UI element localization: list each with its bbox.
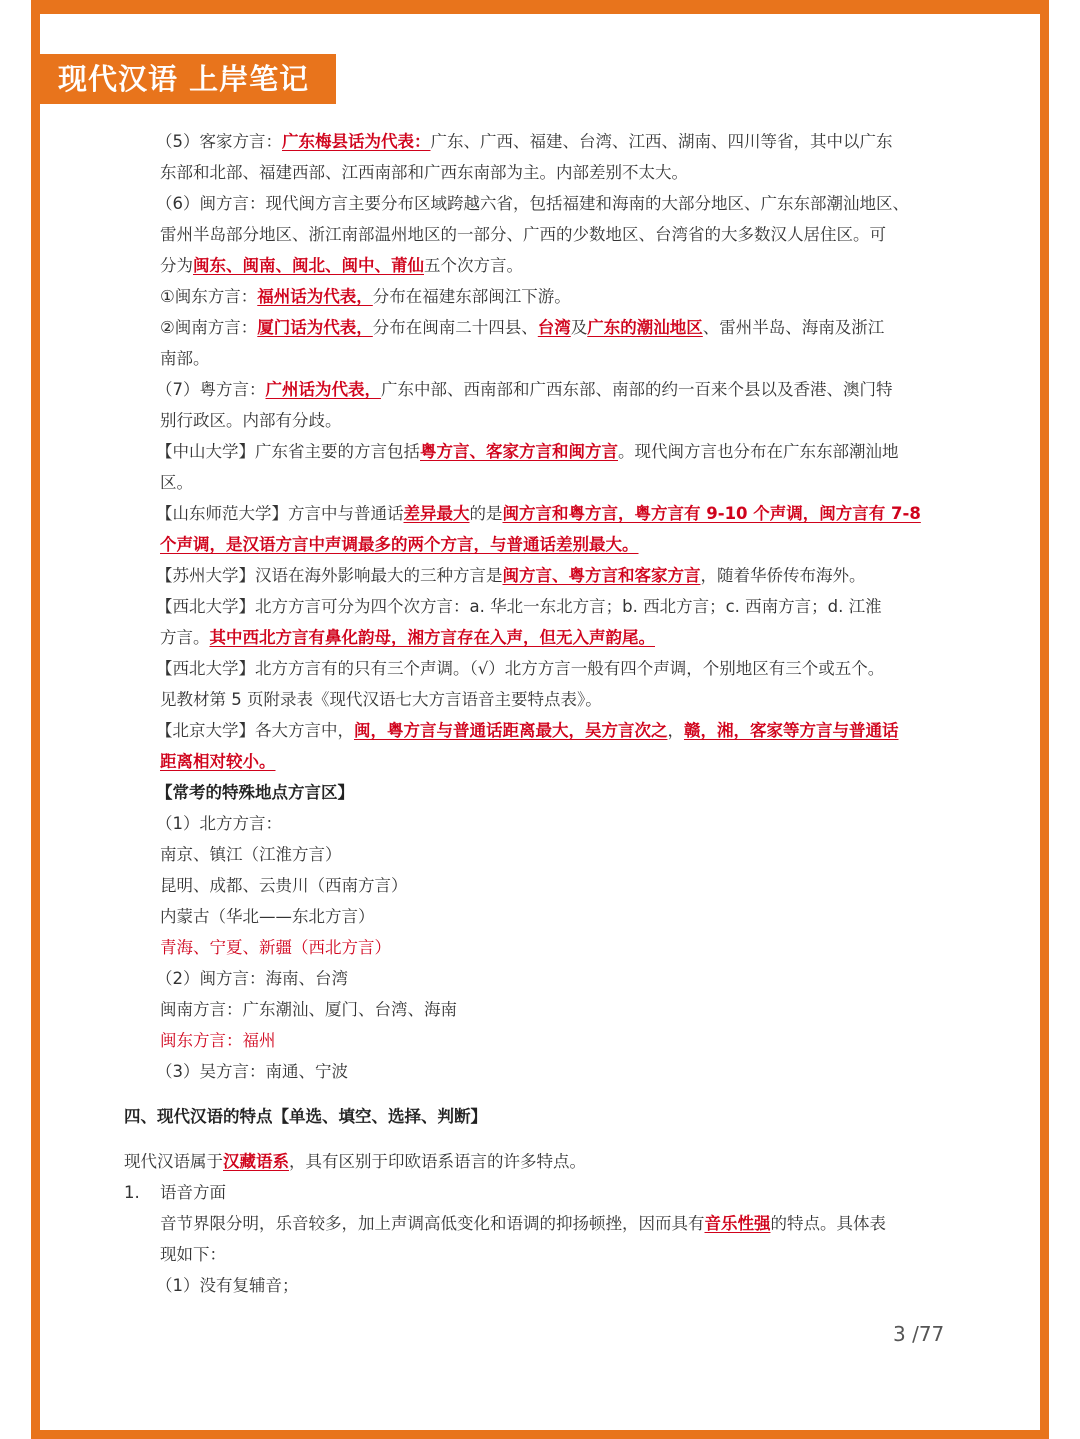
frame-bottom-border [31,1430,1049,1439]
text-line: 【西北大学】北方方言有的只有三个声调。（√）北方方言一般有四个声调，个别地区有三个或五个。 [156,659,885,678]
highlight-text: 音乐性强 [704,1214,771,1233]
text-span: 。现代闽方言也分布在广东东部潮汕地 [618,442,899,461]
frame-left-border [31,0,40,1439]
red-text-line: 闽东方言：福州 [160,1031,276,1050]
text-span: 的是 [469,504,503,523]
text-line: 东部和北部、福建西部、江西南部和广西东南部为主。内部差别不太大。 [160,163,688,182]
text-span: 语音方面 [160,1183,226,1202]
text-line: 【西北大学】北方方言可分为四个次方言：a. 华北一东北方言；b. 西北方言；c. 西南方言；d. 江淮 [156,597,882,616]
page-title: 现代汉语 上岸笔记 [40,54,336,104]
text-span: 【中山大学】广东省主要的方言包括 [156,442,420,461]
item-number: 1. [124,1183,140,1202]
text-line [124,374,964,405]
frame-top-border [31,0,1049,14]
text-line: 见教材第 5 页附录表《现代汉语七大方言语音主要特点表》。 [160,690,602,709]
text-line [124,126,964,157]
text-line: （6）闽方言：现代闽方言主要分布区域跨越六省，包括福建和海南的大部分地区、广东东部潮汕地区、 [156,194,909,213]
text-line: 南部。 [160,349,210,368]
text-span: 方言。 [160,628,210,647]
highlight-line: 个声调，是汉语方言中声调最多的两个方言，与普通话差别最大。 [160,535,639,554]
frame-right-border [1040,0,1049,1439]
text-line [124,281,964,312]
highlight-text: 其中西北方言有鼻化韵母，湘方言存在入声，但无入声韵尾。 [209,628,655,647]
text-span: 广东中部、西南部和广西东部、南部的约一百来个县以及香港、澳门特 [381,380,893,399]
text-span: 、雷州半岛、海南及浙江 [702,318,885,337]
text-span: 分布在福建东部闽江下游。 [372,287,571,306]
text-line: 闽南方言：广东潮汕、厦门、台湾、海南 [160,1000,457,1019]
text-span: （5）客家方言： [156,132,282,151]
text-line [124,250,964,281]
text-line [124,715,964,746]
text-line [124,436,964,467]
text-span: 【苏州大学】汉语在海外影响最大的三种方言是 [156,566,503,585]
numbered-item [124,1177,964,1208]
text-span: ，随着华侨传布海外。 [700,566,866,585]
highlight-text: 闽方言、粤方言和客家方言 [502,566,701,585]
text-span: ②闽南方言： [160,318,258,337]
highlight-text: 闽，粤方言与普通话距离最大，吴方言次之 [354,721,668,740]
section-subheading: 【常考的特殊地点方言区】 [156,783,354,802]
text-line: 现如下： [160,1245,226,1264]
highlight-text: 粤方言、客家方言和闽方言 [420,442,618,461]
text-span: 【山东师范大学】方言中与普通话 [156,504,404,523]
highlight-text: 差异最大 [403,504,470,523]
text-span: 【北京大学】各大方言中， [156,721,354,740]
red-text-line: 青海、宁夏、新疆（西北方言） [160,938,391,957]
highlight-text: 广州话为代表， [265,380,381,399]
text-line: 内蒙古（华北——东北方言） [160,907,375,926]
text-line: （1）没有复辅音； [156,1276,299,1295]
highlight-text: 广东梅县话为代表： [282,132,431,151]
text-span: （7）粤方言： [156,380,266,399]
text-line: 南京、镇江（江淮方言） [160,845,342,864]
text-line [124,622,964,653]
text-line [124,1146,964,1177]
text-span: 广东、广西、福建、台湾、江西、湖南、四川等省，其中以广东 [430,132,893,151]
text-span: 五个次方言。 [424,256,523,275]
highlight-text: 闽东、闽南、闽北、闽中、莆仙 [193,256,424,275]
text-line: 区。 [160,473,193,492]
text-line [124,1208,964,1239]
text-line [124,312,964,343]
text-line: 雷州半岛部分地区、浙江南部温州地区的一部分、广西的少数地区、台湾省的大多数汉人居住区。可 [160,225,886,244]
highlight-text: 汉藏语系 [223,1152,289,1171]
text-line [124,498,964,529]
text-span: ，具有区别于印欧语系语言的许多特点。 [289,1152,586,1171]
notes-content [124,126,964,1301]
text-span: 分布在闽南二十四县、 [372,318,538,337]
text-line: （3）吴方言：南通、宁波 [156,1062,348,1081]
section-heading: 四、现代汉语的特点【单选、填空、选择、判断】 [124,1107,487,1126]
highlight-line: 距离相对较小。 [160,752,276,771]
text-line [124,560,964,591]
text-line: 昆明、成都、云贵川（西南方言） [160,876,408,895]
text-span: 音节界限分明，乐音较多，加上声调高低变化和语调的抑扬顿挫，因而具有 [160,1214,705,1233]
page-number: 3 /77 [893,1322,945,1346]
text-span: 分为 [160,256,193,275]
text-span: 的特点。具体表 [770,1214,886,1233]
highlight-text: 福州话为代表， [257,287,373,306]
highlight-text: 台湾 [537,318,571,337]
highlight-text: 赣，湘，客家等方言与普通话 [684,721,899,740]
text-line: （2）闽方言：海南、台湾 [156,969,348,988]
text-span: 现代汉语属于 [124,1152,223,1171]
highlight-text: 厦门话为代表， [257,318,373,337]
text-line: 别行政区。内部有分歧。 [160,411,342,430]
text-span: ①闽东方言： [160,287,258,306]
highlight-text: 广东的潮汕地区 [587,318,703,337]
text-span: ， [667,721,684,740]
text-line: （1）北方方言： [156,814,282,833]
text-span: 及 [570,318,588,337]
highlight-text: 闽方言和粤方言，粤方言有 9-10 个声调，闽方言有 7-8 [502,504,921,523]
